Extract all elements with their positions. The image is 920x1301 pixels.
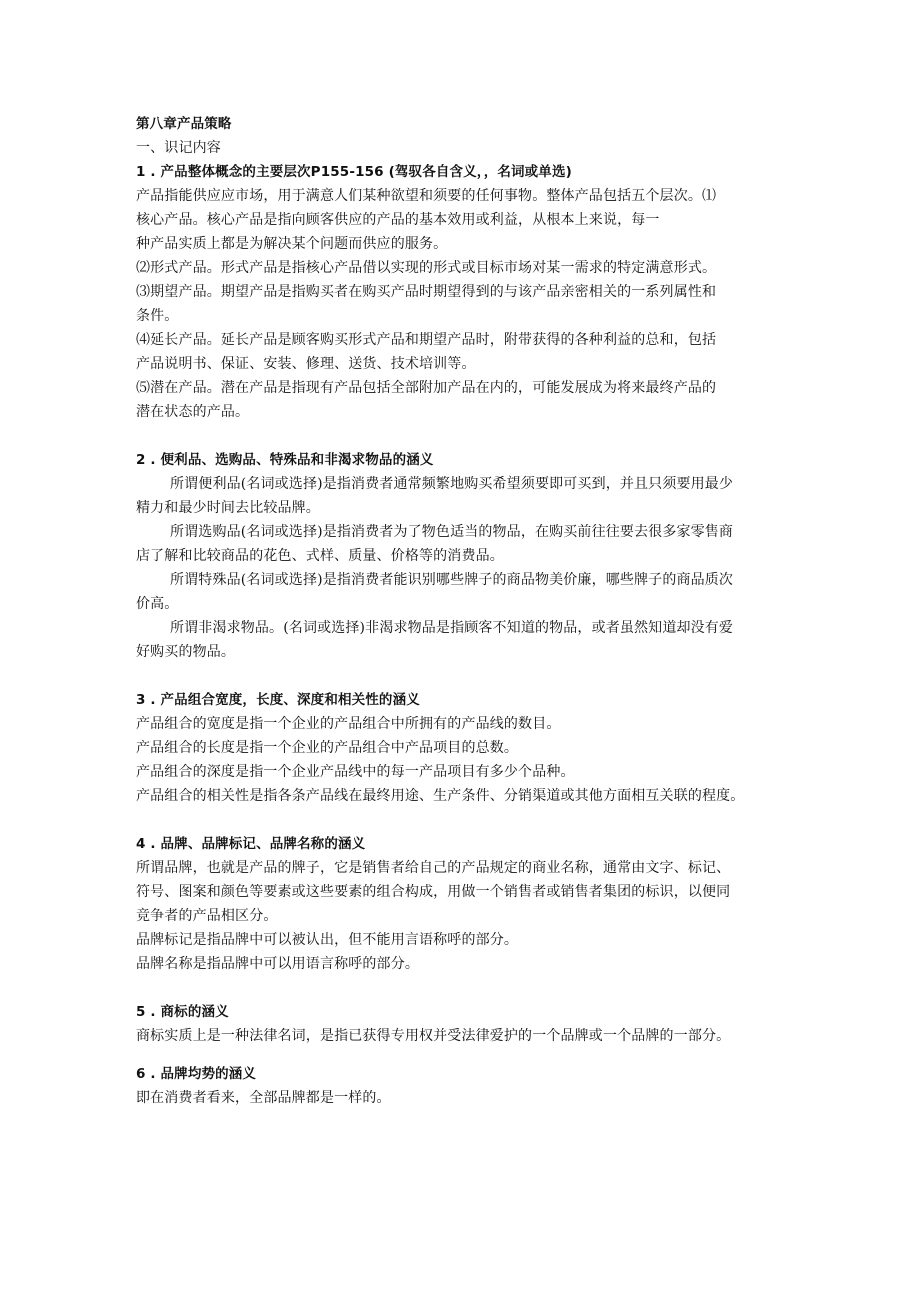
paragraph-line: 好购买的物品。 [136, 644, 236, 660]
body-line: 产品组合的深度是指一个企业产品线中的每一产品项目有多少个品种。 [136, 764, 575, 780]
paragraph-line: 店了解和比较商品的花色、式样、质量、价格等的消费品。 [136, 548, 504, 564]
chapter-title: 第八章产品策略 [136, 116, 232, 132]
section-5 [136, 1000, 788, 1048]
section-1 [136, 160, 788, 424]
spacer [136, 976, 788, 1000]
body-line: 品牌标记是指品牌中可以被认出，但不能用言语称呼的部分。 [136, 932, 519, 948]
body-line: ⑵形式产品。形式产品是指核心产品借以实现的形式或目标市场对某一需求的特定满意形式。 [136, 260, 717, 276]
section-heading: 4 . 品牌、品牌标记、品牌名称的涵义 [136, 836, 366, 852]
body-line: 产品指能供应应市场，用于满意人们某种欲望和须要的任何事物。整体产品包括五个层次。⑴ [136, 188, 717, 204]
body-line: ⑶期望产品。期望产品是指购买者在购买产品时期望得到的与该产品亲密相关的一系列属性和 [136, 284, 717, 300]
body-line: 即在消费者看来，全部品牌都是一样的。 [136, 1090, 391, 1106]
section-title: 一、识记内容 [136, 140, 221, 156]
body-line: 产品组合的相关性是指各条产品线在最终用途、生产条件、分销渠道或其他方面相互关联的程度。 [136, 788, 745, 804]
section-heading: 2 . 便利品、选购品、特殊品和非渴求物品的涵义 [136, 452, 434, 468]
section-heading: 6 . 品牌均势的涵义 [136, 1066, 257, 1082]
body-line: 所谓品牌，也就是产品的牌子，它是销售者给自己的产品规定的商业名称，通常由文字、标记、 [136, 860, 731, 876]
body-line: ⑷延长产品。延长产品是顾客购买形式产品和期望产品时，附带获得的各种利益的总和，包括 [136, 332, 717, 348]
body-line: 商标实质上是一种法律名词，是指已获得专用权并受法律爱护的一个品牌或一个品牌的一部分。 [136, 1028, 731, 1044]
spacer [136, 1048, 788, 1062]
spacer [136, 424, 788, 448]
paragraph-line: 所谓特殊品(名词或选择)是指消费者能识别哪些牌子的商品物美价廉，哪些牌子的商品质次 [170, 572, 734, 588]
body-line: 符号、图案和颜色等要素或这些要素的组合构成，用做一个销售者或销售者集团的标识，以便同 [136, 884, 731, 900]
document-page [136, 112, 788, 1110]
section-4 [136, 832, 788, 976]
section-2 [136, 448, 788, 664]
body-line: 品牌名称是指品牌中可以用语言称呼的部分。 [136, 956, 419, 972]
paragraph-line: 所谓便利品(名词或选择)是指消费者通常频繁地购买希望须要即可买到，并且只须要用最少 [170, 476, 734, 492]
body-line: 产品说明书、保证、安装、修理、送货、技术培训等。 [136, 356, 476, 372]
spacer [136, 664, 788, 688]
paragraph-line: 所谓非渴求物品。(名词或选择)非渴求物品是指顾客不知道的物品，或者虽然知道却没有爱 [170, 620, 734, 636]
body-line: 潜在状态的产品。 [136, 404, 250, 420]
body-line: 种产品实质上都是为解决某个问题而供应的服务。 [136, 236, 448, 252]
paragraph-line: 价高。 [136, 596, 179, 612]
section-3 [136, 688, 788, 808]
section-heading: 5 . 商标的涵义 [136, 1004, 229, 1020]
section-heading: 3 . 产品组合宽度，长度、深度和相关性的涵义 [136, 692, 420, 708]
spacer [136, 808, 788, 832]
body-line: ⑸潜在产品。潜在产品是指现有产品包括全部附加产品在内的，可能发展成为将来最终产品的 [136, 380, 717, 396]
body-line: 产品组合的长度是指一个企业的产品组合中产品项目的总数。 [136, 740, 519, 756]
body-line: 核心产品。核心产品是指向顾客供应的产品的基本效用或利益，从根本上来说，每一 [136, 212, 660, 228]
body-line: 条件。 [136, 308, 179, 324]
section-heading: 1 . 产品整体概念的主要层次P155-156 (驾驭各自含义，，名词或单选) [136, 164, 572, 180]
body-line: 产品组合的宽度是指一个企业的产品组合中所拥有的产品线的数目。 [136, 716, 561, 732]
paragraph-line: 精力和最少时间去比较品牌。 [136, 500, 320, 516]
body-line: 竞争者的产品相区分。 [136, 908, 278, 924]
section-6 [136, 1062, 788, 1110]
paragraph-line: 所谓选购品(名词或选择)是指消费者为了物色适当的物品，在购买前往往要去很多家零售商 [170, 524, 734, 540]
